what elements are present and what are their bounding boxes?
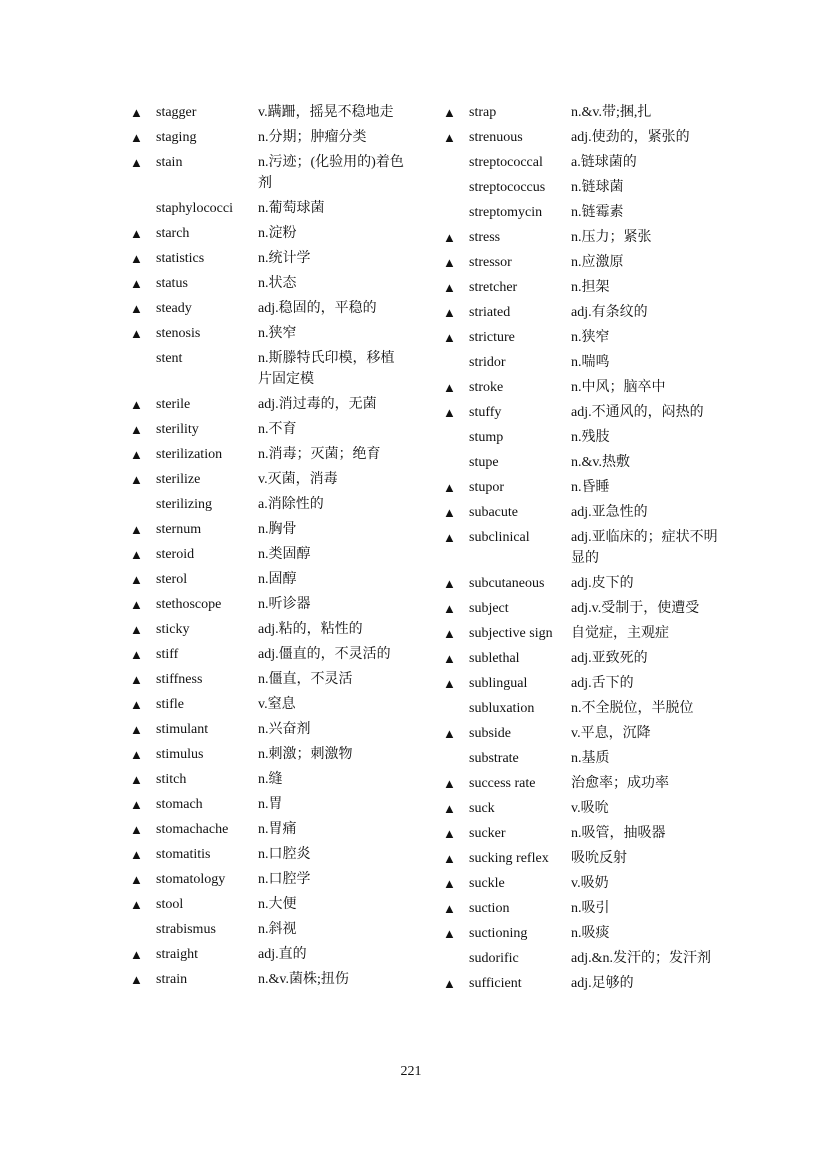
entry-definition: n.淀粉 [258,226,297,241]
entry-term: stupe [469,455,499,470]
entry-term: stuffy [469,405,502,420]
glossary-entry [443,746,723,771]
entry-term: sternum [156,522,202,537]
entry-term: stiffness [156,672,203,687]
triangle-marker-icon: ▲ [443,601,456,616]
entry-definition: adj.足够的 [571,976,634,991]
entry-definition: n.不育 [258,422,297,437]
glossary-entry [130,417,410,442]
entry-definition: adj.亚临床的；症状不明显的 [571,530,718,566]
triangle-marker-icon: ▲ [130,847,143,862]
entry-term: sterilize [156,472,201,487]
glossary-entry [130,692,410,717]
glossary-entry [443,200,723,225]
entry-term: streptomycin [469,205,543,220]
entry-term: strain [156,972,188,987]
triangle-marker-icon: ▲ [443,726,456,741]
triangle-marker-icon: ▲ [443,130,456,145]
triangle-marker-icon [443,177,469,198]
entry-definition: n.昏睡 [571,480,610,495]
entry-definition: adj.v.受制于，使遭受 [571,601,700,616]
entry-definition: n.葡萄球菌 [258,201,325,216]
triangle-marker-icon: ▲ [130,747,143,762]
entry-definition: n.污迹；(化验用的)着色剂 [258,155,404,191]
glossary-entry [443,671,723,696]
triangle-marker-icon: ▲ [443,876,456,891]
triangle-marker-icon: ▲ [443,230,456,245]
triangle-marker-icon [443,427,469,448]
entry-definition: n.基质 [571,751,610,766]
entry-definition: a.消除性的 [258,497,324,512]
glossary-entry [130,542,410,567]
entry-definition: n.喘鸣 [571,355,610,370]
entry-definition: v.吸吮 [571,801,609,816]
entry-definition: n.狭窄 [258,326,297,341]
entry-term: subject [469,601,509,616]
entry-definition: v.灭菌，消毒 [258,472,338,487]
triangle-marker-icon: ▲ [443,380,456,395]
triangle-marker-icon: ▲ [130,226,143,241]
glossary-entry [130,942,410,967]
glossary-entry [130,817,410,842]
triangle-marker-icon: ▲ [443,801,456,816]
triangle-marker-icon [130,348,156,390]
entry-definition: adj.有条纹的 [571,305,648,320]
entry-term: striated [469,305,511,320]
entry-term: stroke [469,380,504,395]
triangle-marker-icon: ▲ [130,251,143,266]
entry-term: subluxation [469,701,535,716]
entry-term: subcutaneous [469,576,545,591]
triangle-marker-icon: ▲ [130,522,143,537]
triangle-marker-icon: ▲ [130,276,143,291]
triangle-marker-icon: ▲ [443,776,456,791]
entry-definition: 自觉症，主观症 [571,626,669,641]
entry-term: stenosis [156,326,201,341]
glossary-entry [130,271,410,296]
entry-definition: n.吸引 [571,901,610,916]
entry-definition: adj.舌下的 [571,676,634,691]
entry-term: stomatitis [156,847,211,862]
glossary-entry [443,646,723,671]
glossary-entry [443,250,723,275]
entry-term: status [156,276,188,291]
glossary-entry [443,596,723,621]
entry-definition: adj.&n.发汗的；发汗剂 [571,951,711,966]
glossary-entry [130,296,410,321]
entry-term: sucking reflex [469,851,549,866]
entry-definition: n.不全脱位，半脱位 [571,701,694,716]
glossary-entry [443,325,723,350]
entry-term: strap [469,105,497,120]
glossary-entry [130,717,410,742]
triangle-marker-icon: ▲ [443,826,456,841]
entry-definition: n.斯滕特氏印模，移植片固定模 [258,351,395,387]
entry-term: success rate [469,776,536,791]
entry-term: staphylococci [156,201,233,216]
entry-definition: n.残肢 [571,430,610,445]
triangle-marker-icon: ▲ [130,972,143,987]
glossary-entry [443,475,723,500]
glossary-entry [130,667,410,692]
glossary-entry [130,442,410,467]
triangle-marker-icon [130,494,156,515]
glossary-entry [130,100,410,125]
entry-term: stricture [469,330,515,345]
glossary-entry [130,567,410,592]
triangle-marker-icon: ▲ [130,422,143,437]
triangle-marker-icon: ▲ [130,647,143,662]
triangle-marker-icon: ▲ [443,305,456,320]
triangle-marker-icon [130,919,156,940]
triangle-marker-icon: ▲ [130,447,143,462]
entry-definition: n.应激原 [571,255,624,270]
entry-definition: n.统计学 [258,251,311,266]
glossary-entry [130,467,410,492]
triangle-marker-icon: ▲ [130,772,143,787]
entry-definition: n.大便 [258,897,297,912]
entry-definition: n.中风；脑卒中 [571,380,666,395]
entry-definition: adj.粘的，粘性的 [258,622,363,637]
glossary-entry [443,350,723,375]
glossary-entry [443,621,723,646]
triangle-marker-icon: ▲ [130,797,143,812]
triangle-marker-icon: ▲ [443,976,456,991]
triangle-marker-icon [443,948,469,969]
entry-term: subside [469,726,511,741]
triangle-marker-icon: ▲ [443,480,456,495]
glossary-entry [443,896,723,921]
glossary-entry [443,871,723,896]
glossary-entry [130,892,410,917]
glossary-entry [130,917,410,942]
entry-term: stent [156,351,183,366]
glossary-entry [130,392,410,417]
glossary-entry [443,450,723,475]
entry-definition: 吸吮反射 [571,851,627,866]
entry-term: stomach [156,797,203,812]
triangle-marker-icon: ▲ [443,901,456,916]
entry-definition: n.&v.带;捆,扎 [571,105,652,120]
glossary-entry [130,150,410,196]
glossary-entry [443,125,723,150]
entry-definition: n.压力；紧张 [571,230,652,245]
entry-term: statistics [156,251,205,266]
glossary-entry [443,946,723,971]
entry-definition: a.链球菌的 [571,155,637,170]
glossary-entry [130,642,410,667]
triangle-marker-icon: ▲ [443,405,456,420]
glossary-entry [443,500,723,525]
triangle-marker-icon: ▲ [130,947,143,962]
entry-definition: n.消毒；灭菌；绝育 [258,447,381,462]
entry-term: sterol [156,572,188,587]
entry-term: stiff [156,647,179,662]
triangle-marker-icon: ▲ [130,105,143,120]
triangle-marker-icon: ▲ [130,722,143,737]
entry-term: sticky [156,622,190,637]
entry-definition: n.&v.热敷 [571,455,630,470]
entry-definition: adj.稳固的，平稳的 [258,301,377,316]
triangle-marker-icon [443,452,469,473]
triangle-marker-icon: ▲ [443,105,456,120]
glossary-entry [443,400,723,425]
entry-term: stomachache [156,822,229,837]
entry-definition: n.僵直，不灵活 [258,672,353,687]
entry-term: stridor [469,355,506,370]
entry-definition: n.胃 [258,797,283,812]
triangle-marker-icon [443,698,469,719]
triangle-marker-icon: ▲ [130,301,143,316]
entry-term: steroid [156,547,195,562]
entry-definition: adj.皮下的 [571,576,634,591]
glossary-entry [130,125,410,150]
entry-definition: n.听诊器 [258,597,311,612]
triangle-marker-icon: ▲ [130,397,143,412]
glossary-entry [130,196,410,221]
triangle-marker-icon [130,198,156,219]
glossary-entry [443,100,723,125]
entry-definition: n.吸痰 [571,926,610,941]
glossary-entry [130,246,410,271]
entry-term: suctioning [469,926,528,941]
entry-definition: n.口腔炎 [258,847,311,862]
glossary-entry [130,346,410,392]
page-number: 221 [400,1064,422,1079]
glossary-entry [443,971,723,996]
triangle-marker-icon: ▲ [130,472,143,487]
entry-definition: n.固醇 [258,572,297,587]
glossary-entry [443,150,723,175]
entry-term: sufficient [469,976,522,991]
entry-definition: adj.僵直的，不灵活的 [258,647,391,662]
glossary-entry [443,425,723,450]
entry-term: sterilization [156,447,223,462]
entry-definition: adj.亚急性的 [571,505,648,520]
triangle-marker-icon: ▲ [130,155,143,170]
entry-term: stressor [469,255,512,270]
entry-term: stretcher [469,280,518,295]
entry-definition: adj.亚致死的 [571,651,648,666]
glossary-entry [130,617,410,642]
triangle-marker-icon [443,352,469,373]
glossary-entry [130,842,410,867]
triangle-marker-icon: ▲ [130,326,143,341]
triangle-marker-icon: ▲ [130,130,143,145]
entry-definition: n.链球菌 [571,180,624,195]
glossary-entry [443,571,723,596]
entry-definition: n.&v.菌株;扭伤 [258,972,349,987]
triangle-marker-icon [443,152,469,173]
glossary-entry [443,796,723,821]
entry-term: stain [156,155,183,170]
glossary-entry [443,721,723,746]
entry-term: subacute [469,505,518,520]
triangle-marker-icon: ▲ [130,572,143,587]
entry-term: streptococcus [469,180,546,195]
glossary-entry [130,967,410,992]
entry-term: stump [469,430,504,445]
glossary-entry [443,846,723,871]
triangle-marker-icon: ▲ [130,822,143,837]
glossary-entry [130,321,410,346]
triangle-marker-icon: ▲ [443,530,456,545]
entry-term: sucker [469,826,506,841]
entry-term: sublethal [469,651,520,666]
entry-term: stomatology [156,872,226,887]
entry-definition: v.平息，沉降 [571,726,651,741]
glossary-entry [130,221,410,246]
glossary-entry [130,592,410,617]
entry-term: stitch [156,772,187,787]
glossary-entry [443,696,723,721]
triangle-marker-icon [443,202,469,223]
triangle-marker-icon: ▲ [443,505,456,520]
triangle-marker-icon: ▲ [130,872,143,887]
entry-term: sublingual [469,676,528,691]
entry-definition: v.窒息 [258,697,296,712]
triangle-marker-icon: ▲ [130,597,143,612]
right-column [443,100,723,996]
entry-definition: n.狭窄 [571,330,610,345]
entry-term: sterilizing [156,497,212,512]
entry-definition: n.分期；肿瘤分类 [258,130,367,145]
entry-term: sterile [156,397,191,412]
glossary-entry [443,821,723,846]
glossary-entry [130,792,410,817]
entry-term: stethoscope [156,597,222,612]
glossary-entry [130,517,410,542]
entry-term: stagger [156,105,197,120]
entry-definition: n.胸骨 [258,522,297,537]
entry-definition: 治愈率；成功率 [571,776,669,791]
triangle-marker-icon: ▲ [443,851,456,866]
triangle-marker-icon: ▲ [130,897,143,912]
entry-definition: v.蹒跚，摇晃不稳地走 [258,105,394,120]
entry-definition: adj.消过毒的，无菌 [258,397,377,412]
glossary-entry [443,225,723,250]
glossary-entry [443,771,723,796]
entry-term: sterility [156,422,199,437]
triangle-marker-icon: ▲ [443,676,456,691]
entry-term: suction [469,901,510,916]
entry-term: stress [469,230,501,245]
glossary-entry [130,867,410,892]
entry-definition: adj.直的 [258,947,307,962]
triangle-marker-icon: ▲ [443,330,456,345]
triangle-marker-icon: ▲ [130,547,143,562]
entry-definition: adj.使劲的，紧张的 [571,130,690,145]
glossary-entry [443,275,723,300]
entry-term: substrate [469,751,519,766]
entry-term: sudorific [469,951,519,966]
entry-term: stimulus [156,747,204,762]
entry-term: steady [156,301,192,316]
entry-term: starch [156,226,190,241]
glossary-entry [443,375,723,400]
entry-term: suck [469,801,495,816]
entry-definition: n.口腔学 [258,872,311,887]
entry-term: stupor [469,480,504,495]
triangle-marker-icon: ▲ [443,255,456,270]
triangle-marker-icon: ▲ [443,626,456,641]
triangle-marker-icon: ▲ [443,651,456,666]
entry-definition: n.斜视 [258,922,297,937]
glossary-entry [130,767,410,792]
entry-term: suckle [469,876,505,891]
triangle-marker-icon: ▲ [130,622,143,637]
entry-term: straight [156,947,198,962]
glossary-entry [443,525,723,571]
entry-definition: n.吸管，抽吸器 [571,826,666,841]
entry-term: stool [156,897,184,912]
entry-definition: n.状态 [258,276,297,291]
entry-term: strabismus [156,922,216,937]
left-column [130,100,410,992]
entry-definition: n.胃痛 [258,822,297,837]
entry-term: strenuous [469,130,523,145]
entry-definition: n.刺激；刺激物 [258,747,353,762]
entry-definition: n.类固醇 [258,547,311,562]
entry-term: subjective sign [469,626,553,641]
entry-definition: v.吸奶 [571,876,609,891]
triangle-marker-icon: ▲ [443,280,456,295]
entry-definition: n.链霉素 [571,205,624,220]
triangle-marker-icon: ▲ [130,697,143,712]
entry-term: stimulant [156,722,209,737]
triangle-marker-icon: ▲ [130,672,143,687]
entry-term: staging [156,130,197,145]
glossary-entry [443,175,723,200]
triangle-marker-icon [443,748,469,769]
entry-definition: adj.不通风的，闷热的 [571,405,704,420]
glossary-entry [443,921,723,946]
entry-term: streptococcal [469,155,543,170]
entry-definition: n.缝 [258,772,283,787]
glossary-entry [130,492,410,517]
entry-definition: n.兴奋剂 [258,722,311,737]
triangle-marker-icon: ▲ [443,926,456,941]
entry-term: subclinical [469,530,530,545]
triangle-marker-icon: ▲ [443,576,456,591]
entry-definition: n.担架 [571,280,610,295]
entry-term: stifle [156,697,184,712]
glossary-entry [443,300,723,325]
glossary-entry [130,742,410,767]
